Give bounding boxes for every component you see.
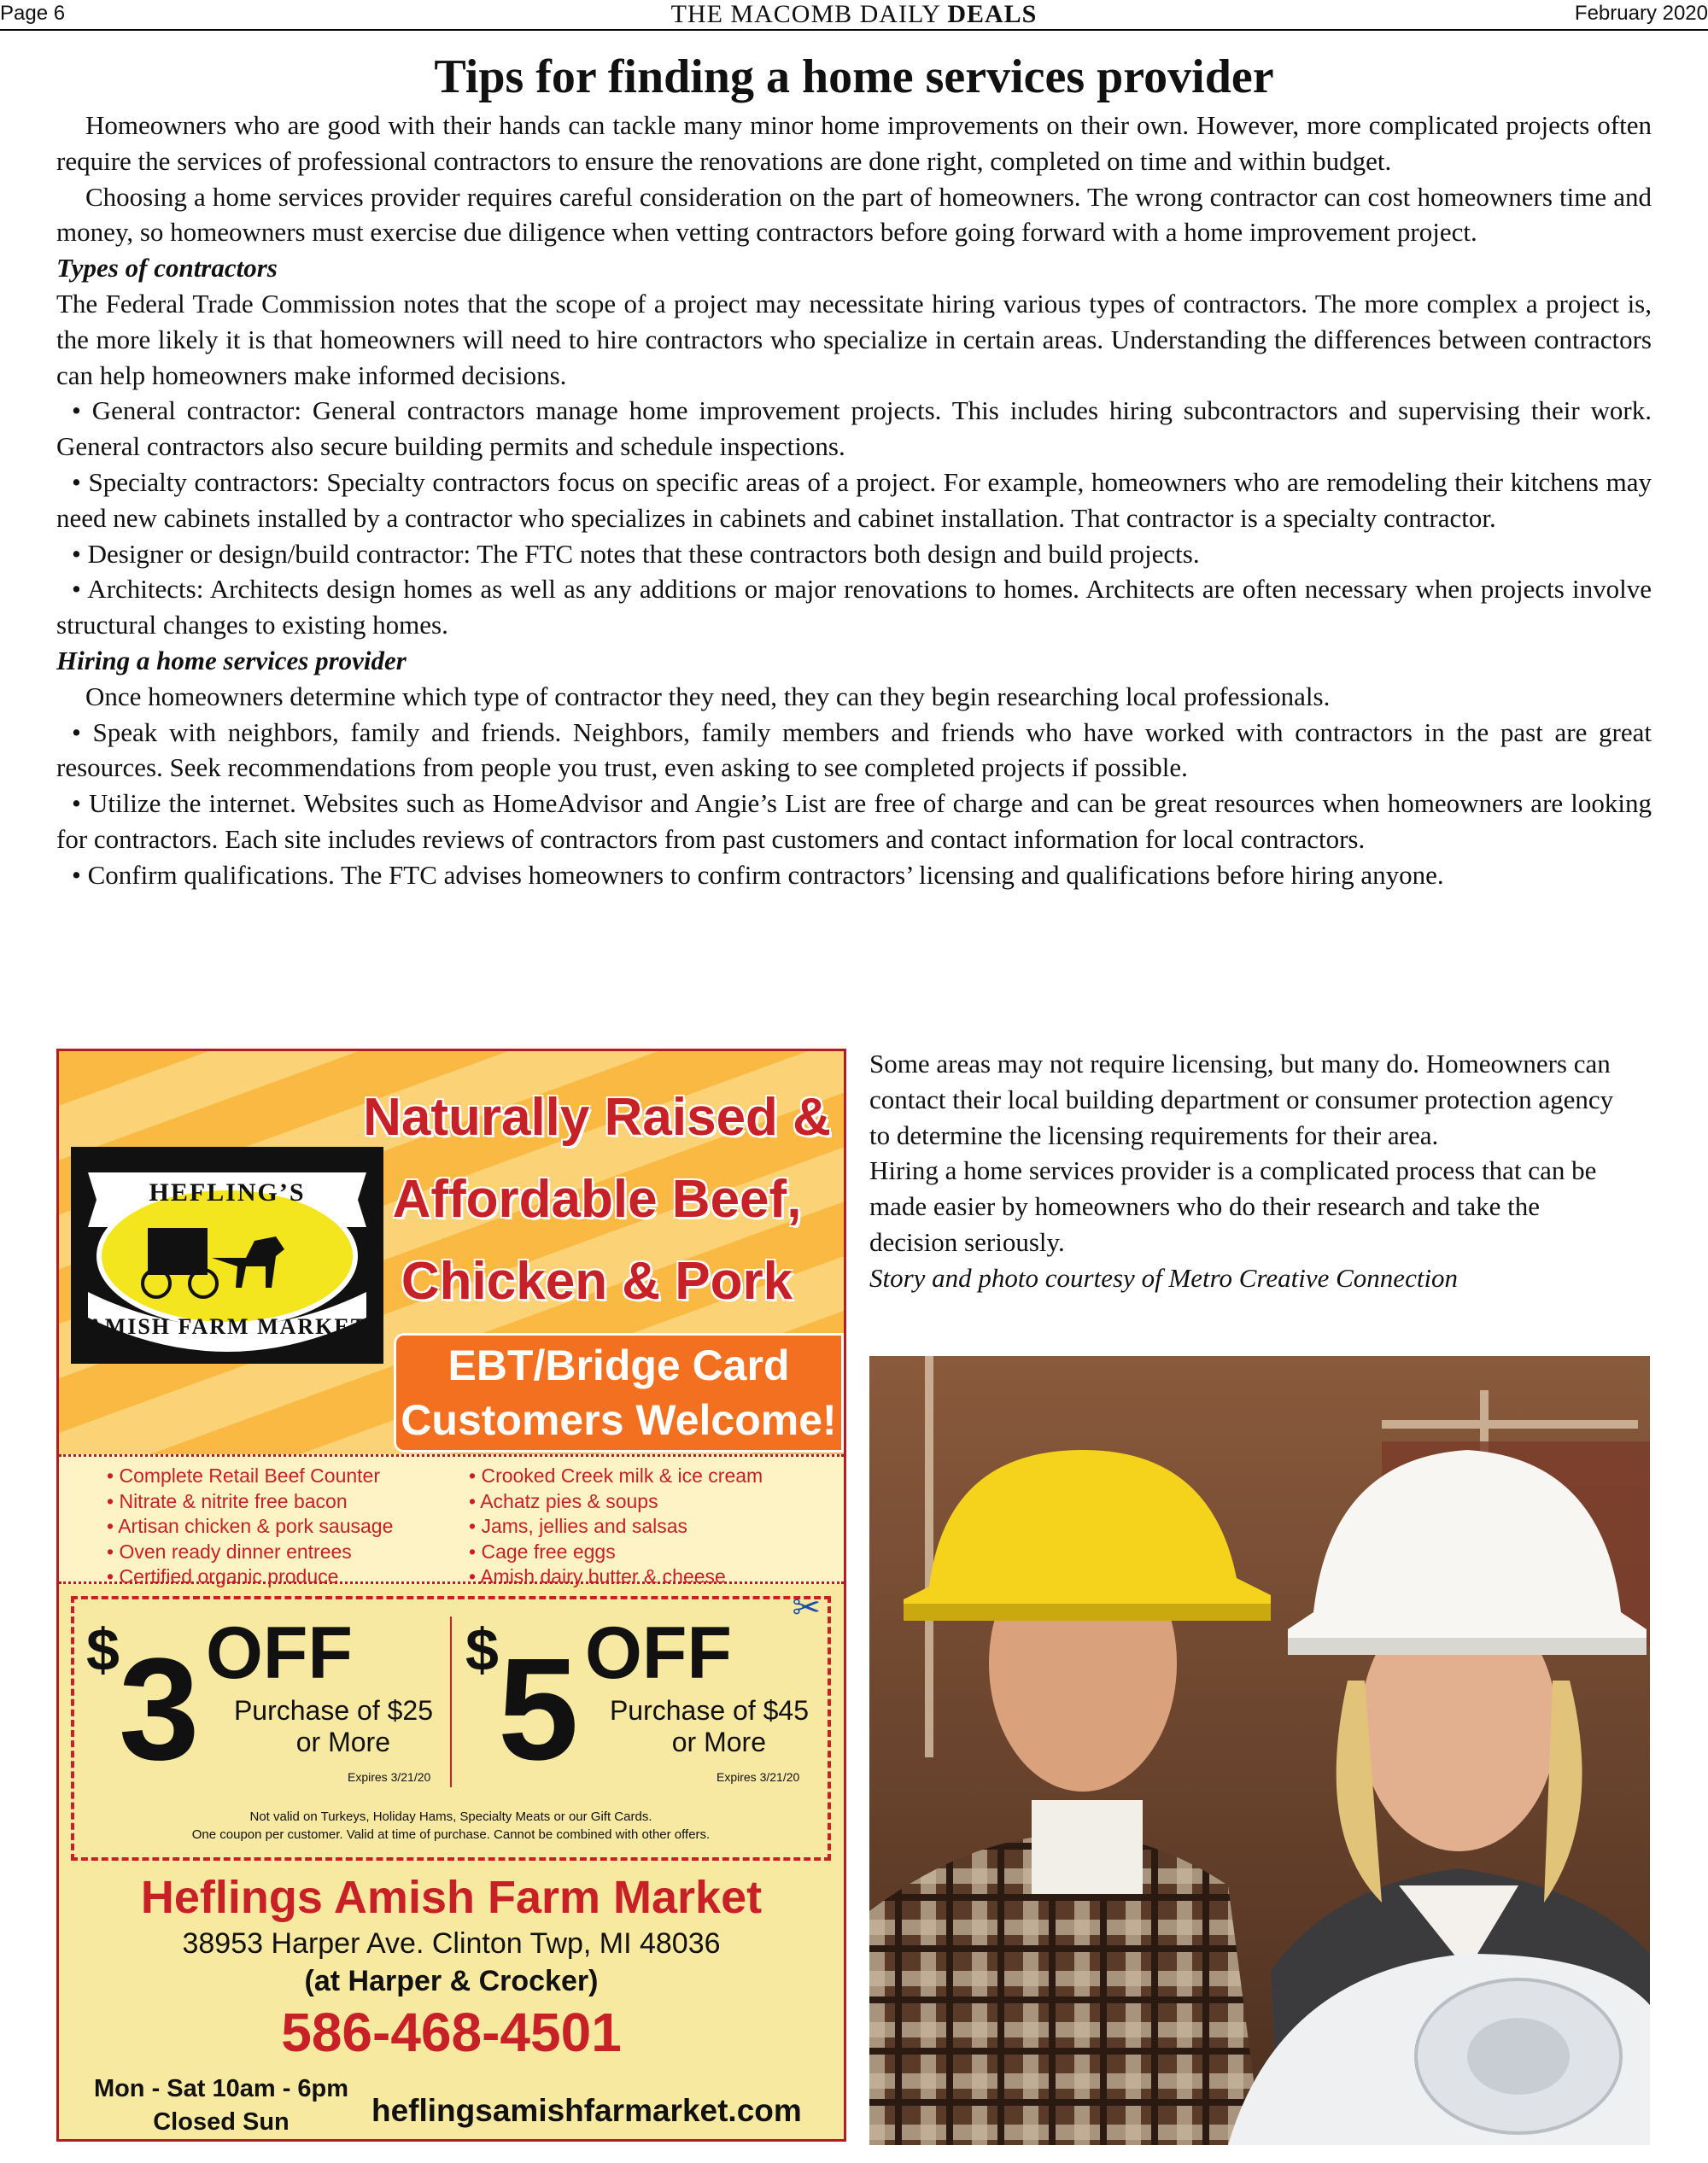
article-title: Tips for finding a home services provider	[434, 50, 1274, 103]
bullet-paragraph: • Architects: Architects design homes as well as any additions or major renovations to homes. Architects are often necessary when projects involve structural changes to existing homes.	[56, 574, 1652, 640]
logo-name: HEFLING’S	[149, 1178, 306, 1207]
article-body	[56, 108, 1652, 893]
coupon-terms	[578, 1695, 809, 1758]
coupon-expiry: Expires 3/21/20	[348, 1770, 431, 1784]
fine-print-line: Not valid on Turkeys, Holiday Hams, Specialty Meats or our Gift Cards.	[249, 1809, 652, 1824]
logo-subtitle: AMISH FARM MARKET	[86, 1314, 368, 1339]
bullet-paragraph: • Speak with neighbors, family and friends. Neighbors, family members and friends who have worked with contractors in the past are great resources. Seek recommendations from people you trust, even asking to see completed projects if possible.	[56, 716, 1652, 783]
list-item: • Jams, jellies and salsas	[469, 1514, 763, 1540]
coupon-area[interactable]	[71, 1588, 831, 1861]
coupon-divider	[450, 1616, 452, 1787]
photo-credit: Story and photo courtesy of Metro Creative Connection	[869, 1262, 1459, 1293]
coupon-dollar-sign: $	[465, 1616, 499, 1683]
product-list-right	[469, 1464, 763, 1590]
paragraph: Homeowners who are good with their hands can tackle many minor home improvements on their own. However, more complicated projects often require the services of professional contractors to ensure the renovations are done right, completed on time and within budget.	[56, 110, 1652, 176]
masthead-deals: DEALS	[947, 0, 1038, 28]
list-item: • Amish dairy butter & cheese	[469, 1564, 763, 1590]
paragraph: The Federal Trade Commission notes that the scope of a project may necessitate hiring various types of contractors. The more complex a project is, the more likely it is that homeowners will need to hire contractors who specialize in certain areas. Understanding the differences between contractors can help homeowners make informed decisions.	[56, 288, 1652, 390]
ebt-line: EBT/Bridge Card	[447, 1342, 790, 1389]
list-item: • Complete Retail Beef Counter	[107, 1464, 393, 1489]
shop-name: Heflings Amish Farm Market	[140, 1872, 763, 1923]
coupon-line: Purchase of $45	[609, 1695, 809, 1726]
header-rule	[0, 29, 1708, 31]
bullet-paragraph: • Utilize the internet. Websites such as HomeAdvisor and Angie’s List are free of charge and can be great resources when homeowners are looking for contractors. Each site includes reviews of contractors from past customers and contact information for local contractors.	[56, 788, 1652, 854]
list-item: • Achatz pies & soups	[469, 1489, 763, 1515]
headline-line: Affordable Beef,	[392, 1170, 802, 1230]
heflings-advertisement[interactable]	[56, 1049, 846, 2142]
phone-number[interactable]: 586-468-4501	[281, 2002, 622, 2063]
coupon-terms	[202, 1695, 433, 1758]
page-header	[0, 0, 1708, 29]
list-item: • Cage free eggs	[469, 1540, 763, 1565]
hours-line: Mon - Sat 10am - 6pm	[93, 2075, 349, 2102]
contractors-photo	[869, 1356, 1650, 2145]
page-number: Page 6	[0, 2, 66, 25]
ebt-banner	[394, 1333, 844, 1453]
coupon-off: OFF	[206, 1612, 353, 1694]
ad-headline	[349, 1077, 845, 1323]
fine-print-line: One coupon per customer. Valid at time of purchase. Cannot be combined with other offers.	[191, 1827, 711, 1842]
headline-line: Chicken & Pork	[401, 1252, 793, 1312]
paragraph: Hiring a home services provider is a complicated process that can be made easier by homeowners who do their research and take the decision seriously.	[869, 1155, 1597, 1257]
product-list	[59, 1454, 844, 1587]
paragraph: Choosing a home services provider requires careful consideration on the part of homeowners. The wrong contractor can cost homeowners time and money, so homeowners must exercise due diligence when vetting contractors before going forward with a home improvement project.	[56, 181, 1652, 248]
list-item: • Crooked Creek milk & ice cream	[469, 1464, 763, 1489]
bullet-paragraph: • Designer or design/build contractor: The FTC notes that these contractors both design and build projects.	[72, 538, 1200, 569]
coupon-line: Purchase of $25	[233, 1695, 433, 1726]
bullet-paragraph: • Confirm qualifications. The FTC advises homeowners to confirm contractors’ licensing and qualifications before hiring anyone.	[72, 859, 1444, 890]
photo-illustration	[869, 1356, 1650, 2145]
coupon-fine-print	[74, 1808, 828, 1844]
coupon-amount: 3	[119, 1628, 200, 1791]
coupon-dollar-sign: $	[86, 1616, 120, 1683]
masthead	[0, 0, 1708, 29]
paragraph: Once homeowners determine which type of contractor they need, they can they begin researching local professionals.	[85, 681, 1331, 711]
coupon-amount: 5	[498, 1628, 579, 1791]
subheading: Hiring a home services provider	[56, 645, 407, 675]
list-item: • Nitrate & nitrite free bacon	[107, 1489, 393, 1515]
list-item: • Certified organic produce	[107, 1564, 393, 1590]
hours-line: Closed Sun	[153, 2108, 290, 2137]
subheading: Types of contractors	[56, 253, 278, 284]
coupon-off: OFF	[585, 1612, 732, 1694]
article-continued	[869, 1046, 1629, 1296]
bullet-paragraph: • General contractor: General contractors manage home improvement projects. This includes hiring subcontractors and supervising their work. General contractors also secure building permits and schedule inspections.	[56, 395, 1652, 462]
coupon-line: or More	[671, 1726, 766, 1757]
scissors-icon: ✂	[792, 1588, 821, 1627]
shop-address: 38953 Harper Ave. Clinton Twp, MI 48036	[182, 1927, 721, 1960]
paragraph: Some areas may not require licensing, but many do. Homeowners can contact their local building department or consumer protection agency to determine the licensing requirements for their area.	[869, 1049, 1614, 1150]
list-item: • Artisan chicken & pork sausage	[107, 1514, 393, 1540]
bullet-paragraph: • Specialty contractors: Specialty contractors focus on specific areas of a project. For example, homeowners who are remodeling their kitchens may need new cabinets installed by a contractor who specializes in cabinets and cabinet installation. That contractor is a specialty contractor.	[56, 466, 1652, 533]
ebt-line: Customers Welcome!	[401, 1396, 837, 1444]
product-list-left	[107, 1464, 393, 1590]
coupon-expiry: Expires 3/21/20	[717, 1770, 800, 1784]
website-link[interactable]: heflingsamishfarmarket.com	[371, 2093, 802, 2128]
headline-line: Naturally Raised &	[363, 1088, 831, 1147]
masthead-text: THE MACOMB DAILY	[670, 0, 948, 28]
issue-date: February 2020	[1574, 2, 1708, 25]
coupon-line: or More	[295, 1726, 390, 1757]
store-hours	[85, 2072, 358, 2139]
cross-streets: (at Harper & Crocker)	[304, 1965, 599, 1997]
heflings-logo	[71, 1147, 383, 1364]
list-item: • Oven ready dinner entrees	[107, 1540, 393, 1565]
